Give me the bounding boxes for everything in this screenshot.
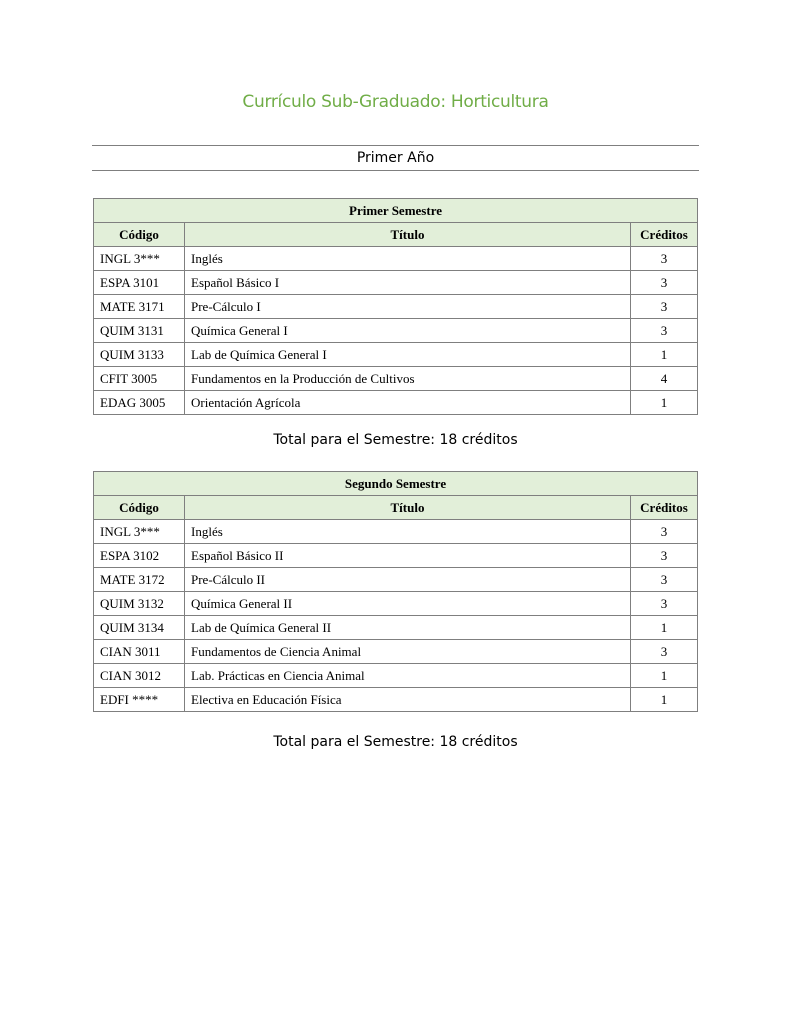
course-title: Español Básico II bbox=[185, 544, 631, 568]
course-title: Pre-Cálculo I bbox=[185, 295, 631, 319]
course-credits: 3 bbox=[631, 295, 698, 319]
course-credits: 1 bbox=[631, 391, 698, 415]
course-title: Química General II bbox=[185, 592, 631, 616]
course-credits: 1 bbox=[631, 616, 698, 640]
table-row bbox=[94, 544, 698, 568]
table-row bbox=[94, 664, 698, 688]
table-row bbox=[94, 640, 698, 664]
course-title: Lab de Química General II bbox=[185, 616, 631, 640]
table-row bbox=[94, 247, 698, 271]
table-row bbox=[94, 343, 698, 367]
course-credits: 1 bbox=[631, 343, 698, 367]
course-credits: 3 bbox=[631, 247, 698, 271]
course-title: Inglés bbox=[185, 520, 631, 544]
year-heading: Primer Año bbox=[92, 145, 699, 171]
semester-total-2: Total para el Semestre: 18 créditos bbox=[273, 734, 518, 750]
course-code: INGL 3*** bbox=[94, 247, 185, 271]
course-code: EDFI **** bbox=[94, 688, 185, 712]
semester-table-2 bbox=[93, 471, 698, 712]
table-row bbox=[94, 568, 698, 592]
course-credits: 3 bbox=[631, 544, 698, 568]
column-header-credits: Créditos bbox=[631, 223, 698, 247]
course-code: CIAN 3011 bbox=[94, 640, 185, 664]
course-credits: 3 bbox=[631, 271, 698, 295]
course-code: MATE 3171 bbox=[94, 295, 185, 319]
course-code: CFIT 3005 bbox=[94, 367, 185, 391]
course-title: Pre-Cálculo II bbox=[185, 568, 631, 592]
course-code: CIAN 3012 bbox=[94, 664, 185, 688]
table-row bbox=[94, 319, 698, 343]
table-row bbox=[94, 688, 698, 712]
course-code: INGL 3*** bbox=[94, 520, 185, 544]
column-header-credits: Créditos bbox=[631, 496, 698, 520]
course-title: Fundamentos de Ciencia Animal bbox=[185, 640, 631, 664]
course-credits: 3 bbox=[631, 592, 698, 616]
course-code: QUIM 3134 bbox=[94, 616, 185, 640]
course-credits: 3 bbox=[631, 568, 698, 592]
course-credits: 3 bbox=[631, 640, 698, 664]
course-code: QUIM 3133 bbox=[94, 343, 185, 367]
table-row bbox=[94, 271, 698, 295]
course-code: MATE 3172 bbox=[94, 568, 185, 592]
course-title: Química General I bbox=[185, 319, 631, 343]
column-header-code: Código bbox=[94, 496, 185, 520]
semester-name: Primer Semestre bbox=[94, 199, 698, 223]
course-code: ESPA 3102 bbox=[94, 544, 185, 568]
course-title: Lab de Química General I bbox=[185, 343, 631, 367]
table-row bbox=[94, 616, 698, 640]
course-code: QUIM 3132 bbox=[94, 592, 185, 616]
course-title: Lab. Prácticas en Ciencia Animal bbox=[185, 664, 631, 688]
column-header-title: Título bbox=[185, 223, 631, 247]
course-title: Español Básico I bbox=[185, 271, 631, 295]
table-row bbox=[94, 520, 698, 544]
course-credits: 3 bbox=[631, 319, 698, 343]
course-code: EDAG 3005 bbox=[94, 391, 185, 415]
page-title: Currículo Sub-Graduado: Horticultura bbox=[242, 92, 549, 112]
table-row bbox=[94, 592, 698, 616]
table-row bbox=[94, 295, 698, 319]
course-code: ESPA 3101 bbox=[94, 271, 185, 295]
course-credits: 1 bbox=[631, 688, 698, 712]
course-title: Orientación Agrícola bbox=[185, 391, 631, 415]
course-title: Electiva en Educación Física bbox=[185, 688, 631, 712]
semester-name: Segundo Semestre bbox=[94, 472, 698, 496]
semester-total-1: Total para el Semestre: 18 créditos bbox=[273, 432, 518, 448]
course-title: Fundamentos en la Producción de Cultivos bbox=[185, 367, 631, 391]
semester-table-1 bbox=[93, 198, 698, 415]
table-row bbox=[94, 391, 698, 415]
course-credits: 1 bbox=[631, 664, 698, 688]
column-header-title: Título bbox=[185, 496, 631, 520]
course-credits: 3 bbox=[631, 520, 698, 544]
course-code: QUIM 3131 bbox=[94, 319, 185, 343]
table-row bbox=[94, 367, 698, 391]
course-title: Inglés bbox=[185, 247, 631, 271]
course-credits: 4 bbox=[631, 367, 698, 391]
column-header-code: Código bbox=[94, 223, 185, 247]
